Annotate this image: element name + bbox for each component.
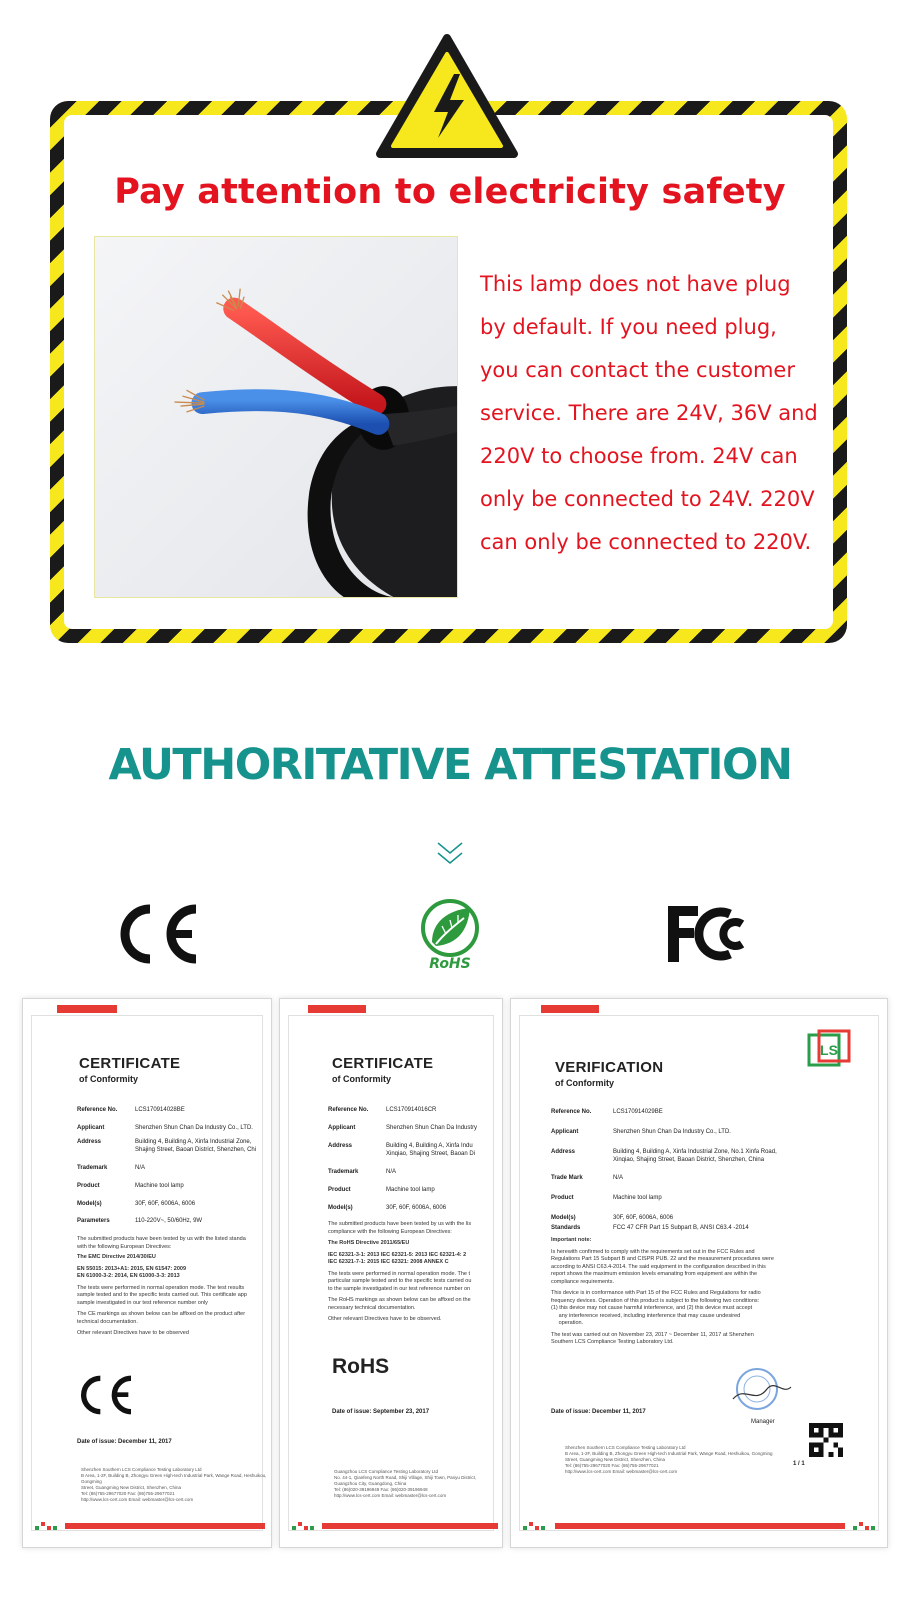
cert-field (328, 1205, 446, 1211)
notice-line: you can contact the customer (480, 358, 795, 382)
cert-date: Date of issue: December 11, 2017 (77, 1439, 172, 1445)
cert-field (328, 1187, 435, 1193)
qr-code-icon (809, 1423, 843, 1457)
cert-line: Is herewith confirmed to comply with the requirements set out in the FCC Rules and (551, 1248, 755, 1255)
cert-body (551, 1237, 841, 1347)
cert-field-value: N/A (386, 1169, 397, 1175)
cert-line: Southern LCS Compliance Testing Laboratory Ltd. (551, 1339, 674, 1345)
cert-body (328, 1221, 471, 1324)
cert-line: sample investigated in our test reference number only (77, 1299, 208, 1306)
cert-field-label: Reference No. (551, 1109, 592, 1115)
high-voltage-warning-icon (374, 32, 520, 160)
cert-field-value: 30F, 60F, 6006A, 6006 (613, 1215, 674, 1221)
cert-footer-line: B Area, 1-2F, Building B, Zhongyu Green High-tech Industrial Park, Wange Road, Heshuikou, Gongming (565, 1451, 773, 1456)
cert-line: compliance requirements. (551, 1278, 614, 1285)
cert-field-value: FCC 47 CFR Part 15 Subpart B, ANSI C63.4 -2014 (613, 1225, 749, 1231)
cert-signer: Manager (751, 1419, 775, 1425)
cert-page-number: 1 / 1 (793, 1461, 805, 1467)
cert-field-label: Standards (551, 1225, 581, 1231)
cert-field (551, 1175, 623, 1181)
notice-line: by default. If you need plug, (480, 315, 777, 339)
cert-field-value: Building 4, Building A, Xinfa Indu (386, 1143, 473, 1149)
cert-line: The RoHS Directive 2011/65/EU (328, 1240, 410, 1246)
cert-field (328, 1143, 473, 1149)
cert-field (77, 1125, 253, 1131)
cert-line: This device is in conformance with Part 15 of the FCC Rules and Regulations for radio (551, 1290, 761, 1296)
cert-line: with the following European Directives: (77, 1243, 172, 1250)
cert-field-label: Model(s) (328, 1205, 353, 1211)
cert-body (77, 1236, 247, 1338)
notice-line: 220V to choose from. 24V can (480, 444, 798, 468)
rohs-logo-text: RoHS (429, 956, 471, 972)
cert-field (551, 1157, 764, 1163)
lcs-lab-logo-icon (807, 1029, 853, 1069)
cert-line: IEC 62321-3-1: 2013 IEC 62321-5: 2013 IEC 62321-4: 2 (328, 1251, 467, 1258)
cert-title: CERTIFICATE (79, 1055, 181, 1072)
cert-footer-line: http://www.lcs-cert.com Email: webmaster@lcs-cert.com (81, 1497, 194, 1502)
cert-field-value: Building 4, Building A, Xinfa Industrial Zone, No.1 Xinfa Road, (613, 1149, 777, 1155)
cert-rohs-mark: RoHS (332, 1355, 390, 1378)
cert-date: Date of issue: December 11, 2017 (551, 1409, 646, 1415)
cert-field (551, 1109, 663, 1115)
safety-title: Pay attention to electricity safety (114, 172, 786, 212)
cert-date: Date of issue: September 23, 2017 (332, 1409, 430, 1415)
cert-line: The tests were performed in normal operation mode. The t (328, 1270, 471, 1277)
cert-field-label: Parameters (77, 1218, 110, 1224)
cert-field-label: Applicant (551, 1129, 579, 1135)
cert-line: The RoHS markings as shown below can be affixed on the (328, 1297, 471, 1303)
cert-field-value: Machine tool lamp (613, 1195, 662, 1201)
cert-line: The tests were performed in normal operation mode. The test results (77, 1284, 245, 1291)
cert-field (551, 1225, 749, 1231)
cert-line: The EMC Directive 2014/30/EU (77, 1254, 156, 1260)
cert-line: IEC 62321-7-1: 2015 IEC 62321: 2008 ANNEX C (328, 1259, 449, 1265)
notice-line: This lamp does not have plug (480, 272, 791, 296)
notice-line: can only be connected to 220V. (480, 530, 812, 554)
cert-footer-line: Guangzhou City, Guangdong, China (334, 1481, 407, 1486)
notice-line: only be connected to 24V. 220V (480, 487, 815, 511)
cert-field (77, 1218, 202, 1224)
cert-line: sample tested and to the specific tests carried out. This certificate app (77, 1292, 247, 1298)
cert-field-value: Shajing Street, Baoan District, Shenzhen, Chi (135, 1147, 257, 1153)
cert-field-value: Xinqiao, Shajing Street, Baoan District, Shenzhen, China (613, 1157, 765, 1163)
svg-text:LS: LS (820, 1042, 838, 1058)
cert-field-value: LCS170914028BE (135, 1107, 185, 1113)
cert-top-bar (541, 1005, 599, 1013)
cert-subtitle: of Conformity (332, 1074, 391, 1084)
cert-corner-dots-icon (523, 1521, 551, 1531)
cert-field (551, 1195, 662, 1201)
cert-line: frequency devices. Operation of this product is subject to the following two conditions: (551, 1297, 760, 1304)
cert-line: technical documentation. (77, 1318, 138, 1325)
cert-field-value: 30F, 60F, 6006A, 6006 (386, 1205, 447, 1211)
notice-line: service. There are 24V, 36V and (480, 401, 818, 425)
cert-field-label: Model(s) (77, 1201, 102, 1207)
cert-field-label: Trademark (328, 1169, 359, 1175)
cert-field-label: Reference No. (328, 1107, 369, 1113)
fcc-logo-icon (664, 902, 750, 966)
certificate-ce (22, 998, 272, 1548)
cert-field-value: N/A (613, 1175, 624, 1181)
cert-field-label: Model(s) (551, 1215, 576, 1221)
official-stamp-icon (727, 1365, 793, 1415)
cert-line: Important note: (551, 1237, 592, 1243)
cert-field-label: Product (77, 1183, 100, 1189)
cert-field-label: Trademark (77, 1165, 108, 1171)
cert-field-label: Applicant (77, 1125, 105, 1131)
cert-footer-line: Tel: (86)755-29677020 Fax: (86)755-29677021 (565, 1463, 659, 1468)
cert-field-value: Shenzhen Shun Chan Da Industry Co., LTD. (613, 1129, 731, 1135)
cert-field (328, 1169, 396, 1175)
cert-field (551, 1215, 673, 1221)
cert-field-label: Address (77, 1139, 102, 1145)
cert-top-bar (308, 1005, 366, 1013)
cert-footer (81, 1467, 271, 1503)
cert-bottom-bar (555, 1523, 845, 1529)
cert-field-label: Address (551, 1149, 576, 1155)
certificate-rohs (279, 998, 503, 1548)
cert-line: Regulations Part 15 Subpart B and CISPR PUB. 22 and the measurement procedures were (551, 1256, 774, 1262)
cert-footer-line: Street, Guangming New District, Shenzhen, China (565, 1457, 666, 1462)
cert-line: Other relevant Directives have to be observed. (328, 1316, 442, 1322)
cert-field (328, 1107, 436, 1113)
cert-field-value: Machine tool lamp (386, 1187, 435, 1193)
cert-field-label: Product (551, 1195, 574, 1201)
cert-line: The CE markings as shown below can be affixed on the product after (77, 1311, 246, 1317)
cert-field (551, 1129, 731, 1135)
cert-field-value: Shenzhen Shun Chan Da Industry (386, 1125, 478, 1131)
cert-line: operation. (551, 1320, 584, 1326)
cert-ce-mark-icon (75, 1373, 135, 1417)
cable-photo (94, 236, 458, 598)
cert-bottom-bar (322, 1523, 498, 1529)
chevron-down-icon (435, 838, 465, 868)
cert-field (328, 1151, 475, 1157)
cert-field-value: LCS170914029BE (613, 1109, 663, 1115)
certificate-fcc (510, 998, 888, 1548)
cert-line: report shows the maximum emission levels emanating from equipment are within the (551, 1271, 758, 1277)
cert-footer-line: Tel: (86)020-39196949 Fax: (86)020-39196948 (334, 1487, 428, 1492)
attestation-title: AUTHORITATIVE ATTESTATION (108, 740, 792, 790)
cert-title: CERTIFICATE (332, 1055, 434, 1072)
cert-footer-line: No. 44-1, Qianfeng North Road, Shiji Village, Shiji Town, Panyu District, (334, 1475, 477, 1480)
cert-footer (334, 1469, 476, 1499)
cert-line: necessary technical documentation. (328, 1304, 416, 1311)
cert-field (328, 1125, 477, 1131)
cert-field-value: Machine tool lamp (135, 1183, 184, 1189)
ce-logo-icon (112, 901, 202, 967)
cert-line: EN 61000-3-2: 2014, EN 61000-3-3: 2013 (77, 1273, 180, 1279)
cert-field (551, 1149, 777, 1155)
cert-line: particular sample tested and to the specific tests carried ou (328, 1278, 472, 1284)
cert-corner-dots-icon (35, 1521, 63, 1531)
safety-notice (480, 263, 850, 564)
cert-line: any interference received, including interference that may cause undesired (551, 1312, 741, 1319)
cert-line: The submitted products have been tested by us with the listed standa (77, 1236, 246, 1242)
cert-field-value: Xinqiao, Shajing Street, Baoan Di (386, 1151, 476, 1157)
cert-line: according to ANSI C63.4-2014. The said equipment in the configuration described in this (551, 1263, 766, 1270)
cert-top-bar (57, 1005, 117, 1013)
cert-field-value: 30F, 60F, 6006A, 6006 (135, 1201, 196, 1207)
cert-field-label: Trade Mark (551, 1175, 583, 1181)
cert-footer-line: Tel: (86)755-29677020 Fax: (86)755-29677021 (81, 1491, 175, 1496)
cert-field-label: Product (328, 1187, 351, 1193)
cert-line: to the sample investigated in our test reference number on (328, 1285, 471, 1292)
cert-footer-line: Shenzhen Southern LCS Compliance Testing Laboratory Ltd (81, 1467, 202, 1472)
cert-field-value: Shenzhen Shun Chan Da Industry Co., LTD. (135, 1125, 253, 1131)
cert-corner-dots-icon (292, 1521, 320, 1531)
cert-title: VERIFICATION (555, 1059, 664, 1076)
cert-line: Other relevant Directives have to be observed (77, 1330, 189, 1336)
cert-line: The test was carried out on November 23, 2017 ~ December 11, 2017 at Shenzhen (551, 1331, 754, 1338)
cert-field-value: 110-220V~, 50/60Hz, 9W (135, 1218, 203, 1224)
cert-footer-line: Shenzhen Southern LCS Compliance Testing Laboratory Ltd (565, 1445, 686, 1450)
cert-field (77, 1147, 256, 1153)
cert-bottom-bar (65, 1523, 265, 1529)
cert-corner-dots-icon (847, 1521, 875, 1531)
cert-footer-line: Guangzhou LCS Compliance Testing Laboratory Ltd (334, 1469, 438, 1474)
cert-field (77, 1165, 145, 1171)
cert-subtitle: of Conformity (79, 1074, 138, 1084)
cert-field-value: Building 4, Building A, Xinfa Industrial Zone, (135, 1139, 252, 1145)
cert-field-value: LCS170914016CR (386, 1107, 437, 1113)
cert-line: compliance with the following European Directives: (328, 1228, 452, 1235)
cert-footer-line: B Area, 1-2F, Building B, Zhongyu Green High-tech Industrial Park, Wange Road, Heshuikou, Gongming (81, 1473, 267, 1484)
cert-field-value: N/A (135, 1165, 146, 1171)
cert-line: EN 55015: 2013+A1: 2015, EN 61547: 2009 (77, 1265, 187, 1272)
cert-field (77, 1139, 251, 1145)
cert-field (77, 1201, 195, 1207)
cert-field-label: Address (328, 1143, 353, 1149)
cert-line: (1) this device may not cause harmful interference, and (2) this device must accept (551, 1305, 753, 1311)
rohs-logo-icon (418, 898, 482, 972)
cert-field (77, 1107, 185, 1113)
cert-footer-line: Street, Guangming New District, Shenzhen, China (81, 1485, 182, 1490)
cert-subtitle: of Conformity (555, 1078, 614, 1088)
cert-field (77, 1183, 184, 1189)
cert-line: The submitted products have been tested by us with the lis (328, 1221, 472, 1227)
cert-field-label: Applicant (328, 1125, 356, 1131)
cert-footer-line: http://www.lcs-cert.com Email: webmaster@lcs-cert.com (565, 1469, 678, 1474)
cert-field-label: Reference No. (77, 1107, 118, 1113)
cert-footer (565, 1445, 772, 1475)
cert-footer-line: http://www.lcs-cert.com Email: webmaster@lcs-cert.com (334, 1493, 447, 1498)
